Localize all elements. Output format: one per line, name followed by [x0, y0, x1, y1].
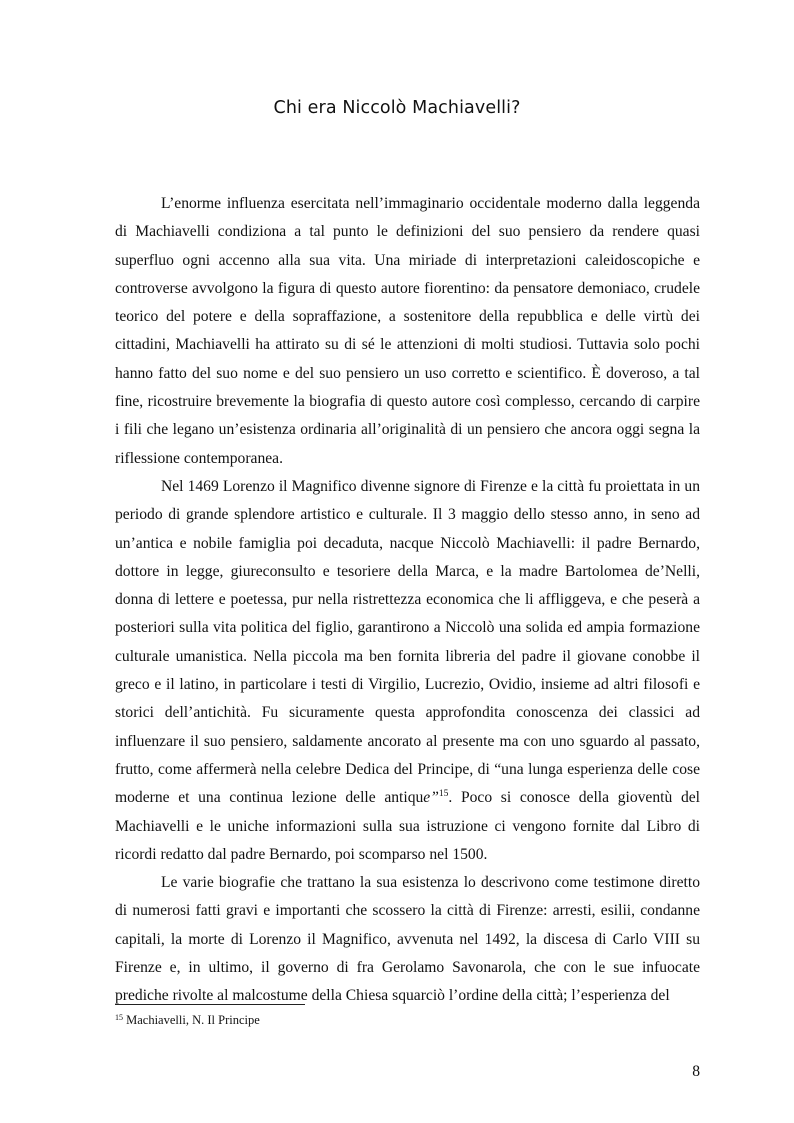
footnote-text: Machiavelli, N. Il Principe	[123, 1013, 260, 1027]
paragraph-2-text-after: . Poco si conosce della gioventù del Machiavelli e le uniche informazioni sulla sua istruzione ci vengono fornite dal Libro di ricordi redatto dal padre Bernardo, poi scomparso nel 1500.	[115, 789, 700, 863]
paragraph-1: L’enorme influenza esercitata nell’immaginario occidentale moderno dalla leggenda di Machiavelli condiziona a tal punto le definizioni del suo pensiero da rendere quasi superfluo ogni accenno alla sua vita. Una miriade di interpretazioni caleidoscopiche e controverse avvolgono la figura di questo autore fiorentino: da pensatore demoniaco, crudele teorico del potere e della sopraffazione, a sostenitore della repubblica e delle virtù dei cittadini, Machiavelli ha attirato su di sé le attenzioni di molti studiosi. Tuttavia solo pochi hanno fatto del suo nome e del suo pensiero un uso corretto e scientifico. È doveroso, a tal fine, ricostruire brevemente la biografia di questo autore così complesso, cercando di carpire i fili che legano un’esistenza ordinaria all’originalità di un pensiero che ancora oggi segna la riflessione contemporanea.	[115, 195, 700, 467]
footnote-number: 15	[115, 1013, 123, 1022]
page-number: 8	[692, 1063, 700, 1080]
body-text	[115, 190, 700, 1011]
paragraph-2	[115, 473, 700, 869]
paragraph-2-text: Nel 1469 Lorenzo il Magnifico divenne signore di Firenze e la città fu proiettata in un periodo di grande splendore artistico e culturale. Il 3 maggio dello stesso anno, in seno ad un’antica e nobile famiglia poi decaduta, nacque Niccolò Machiavelli: il padre Bernardo, dottore in legge, giureconsulto e tesoriere della Marca, e la madre Bartolomea de’Nelli, donna di lettere e poetessa, pur nella ristrettezza economica che li affliggeva, e che peserà a posteriori sulla vita politica del figlio, garantirono a Niccolò una solida ed ampia formazione culturale umanistica. Nella piccola ma ben fornita libreria del padre il giovane conobbe il greco e il latino, in particolare i testi di Virgilio, Lucrezio, Ovidio, insieme ad altri filosofi e storici dell’antichità. Fu sicuramente questa approfondita conoscenza dei classici ad influenzare il suo pensiero, saldamente ancorato al presente ma con uno sguardo al passato, frutto, come affermerà nella celebre Dedica del Principe, di “una lunga esperienza delle cose moderne et una continua lezione delle antiqu	[115, 477, 700, 807]
page-title: Chi era Niccolò Machiavelli?	[273, 98, 521, 118]
footnote-reference: 15	[438, 789, 449, 800]
footnote-separator	[115, 1004, 305, 1005]
footnote	[115, 1012, 700, 1028]
paragraph-3: Le varie biografie che trattano la sua esistenza lo descrivono come testimone diretto di numerosi fatti gravi e importanti che scossero la città di Firenze: arresti, esilii, condanne capitali, la morte di Lorenzo il Magnifico, avvenuta nel 1492, la discesa di Carlo VIII su Firenze e, in ultimo, il governo di fra Gerolamo Savonarola, che con le sue infuocate prediche rivolte al malcostume della Chiesa squarciò l’ordine della città; l’esperienza del	[115, 874, 700, 1005]
paragraph-2-quote-tail: e”	[423, 789, 439, 807]
